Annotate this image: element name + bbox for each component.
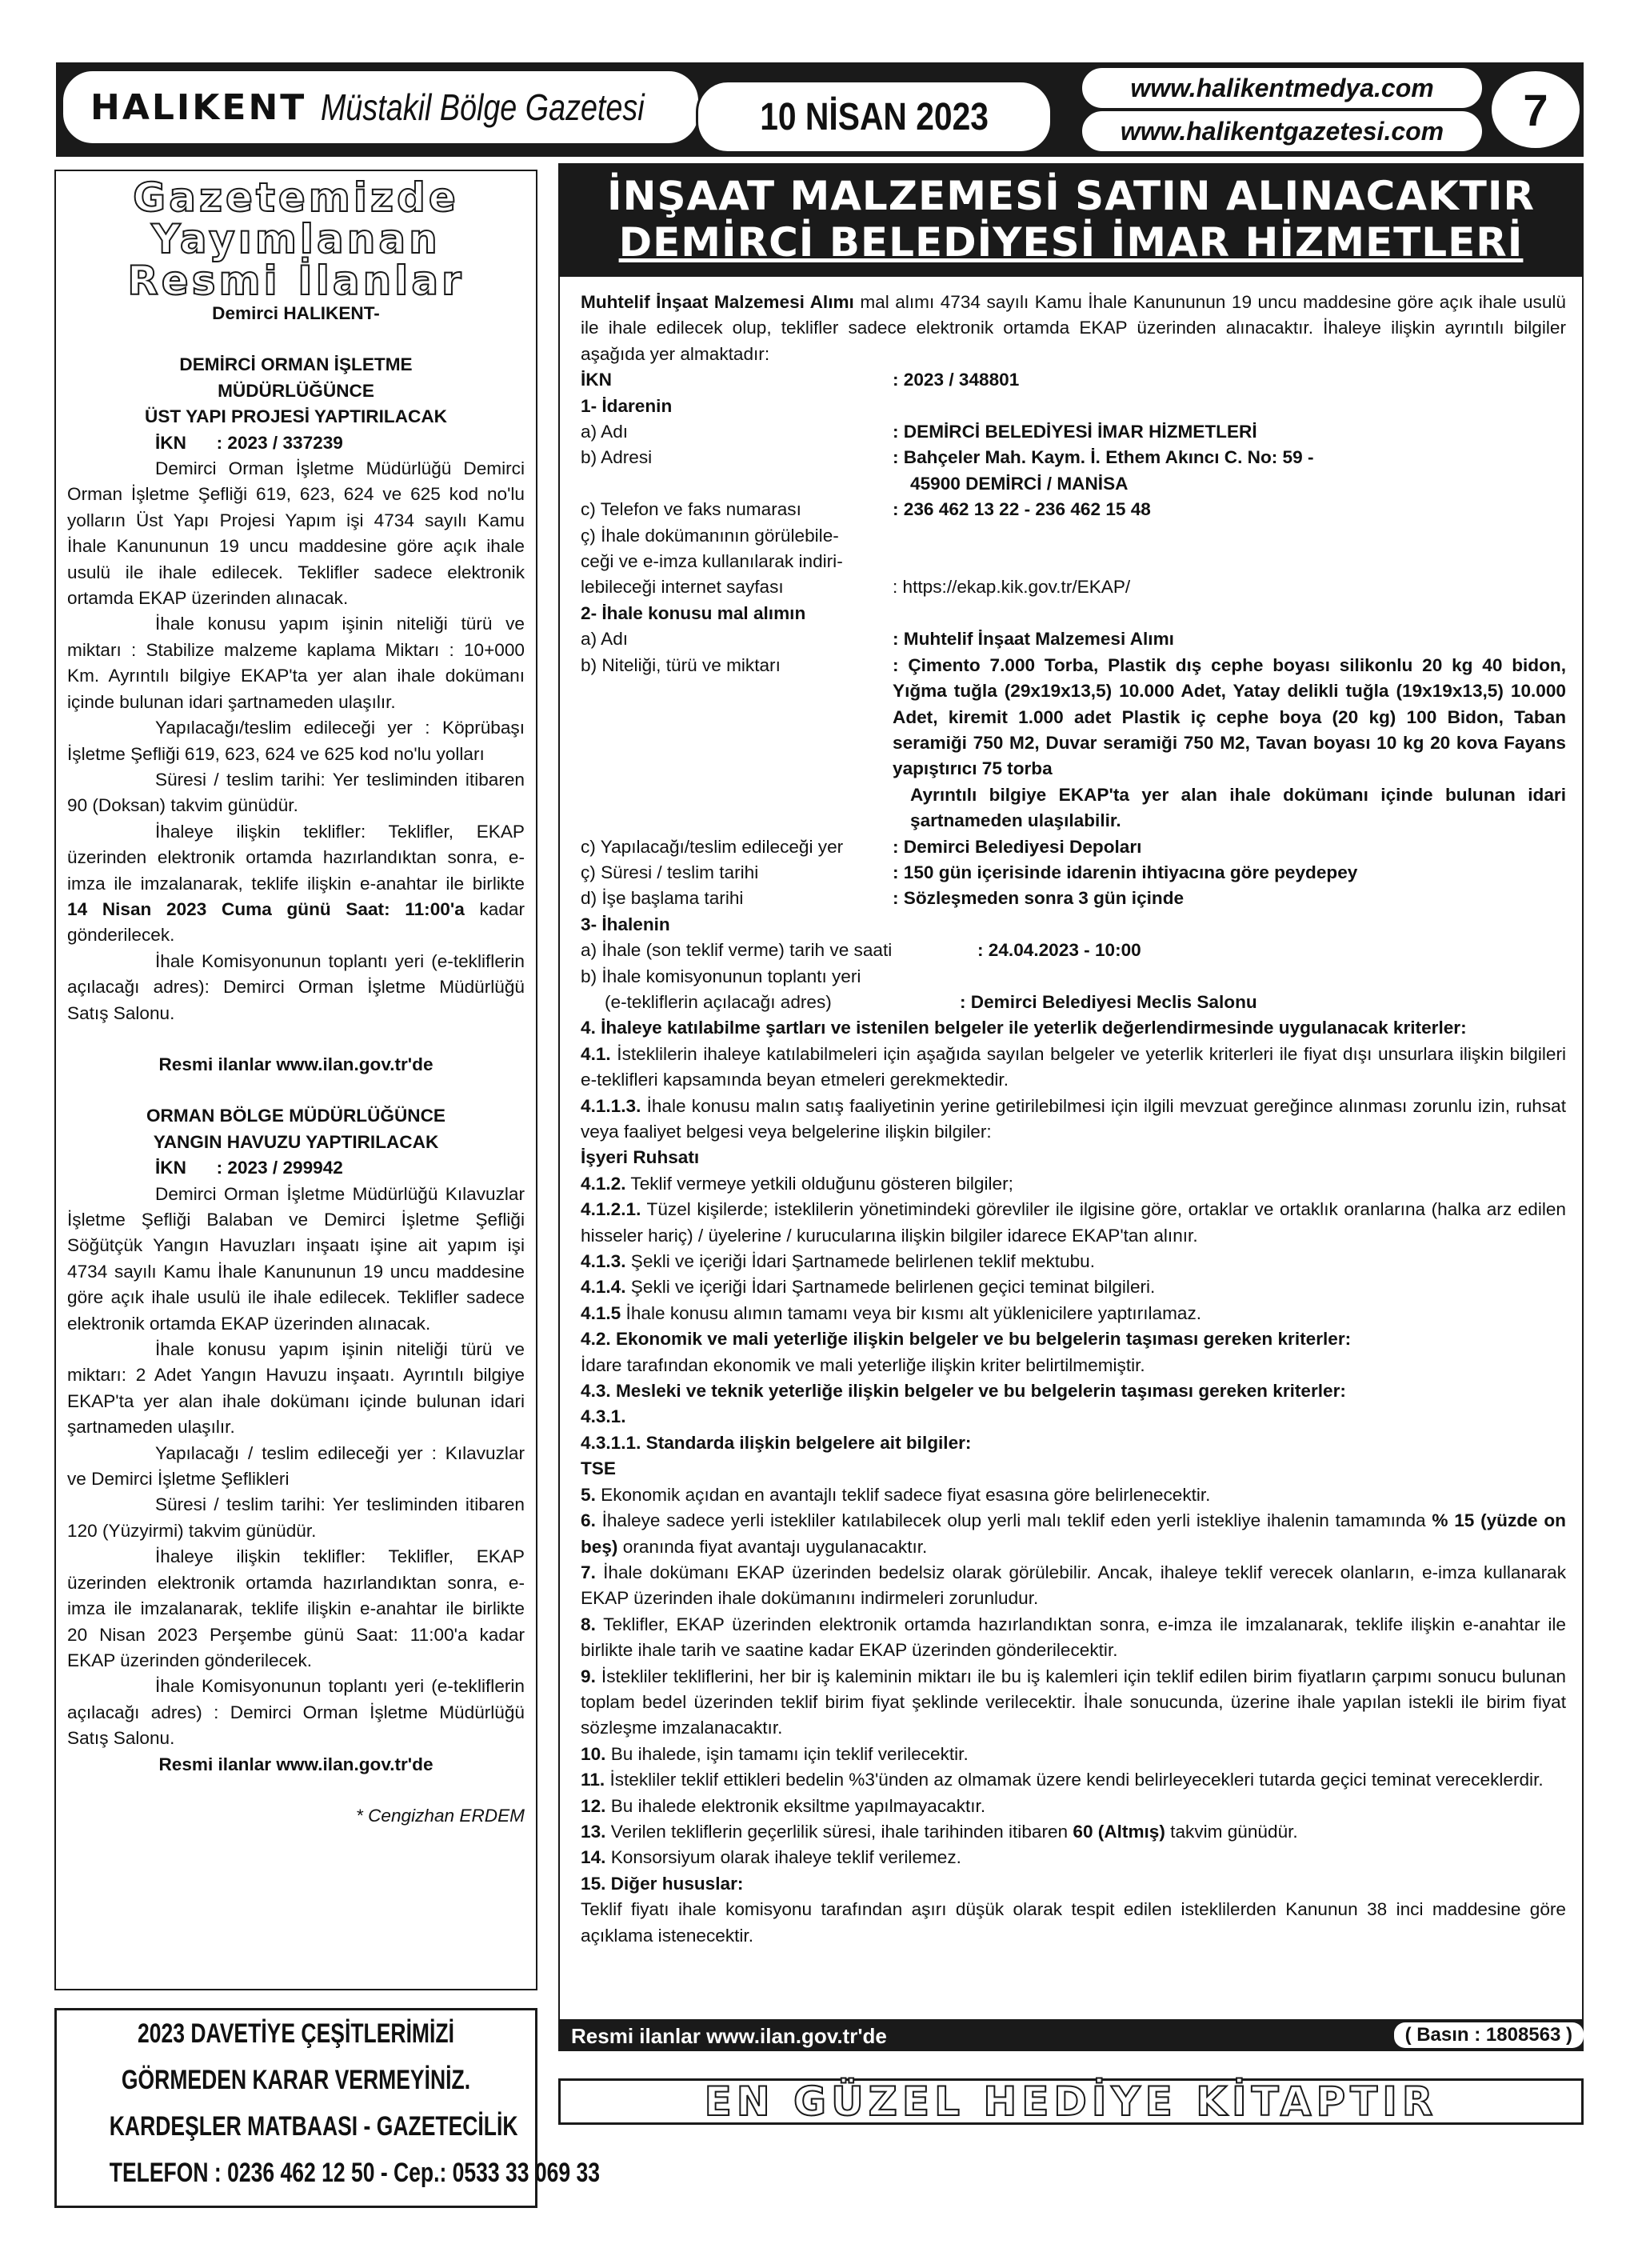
notice-1-heading: ÜST YAPI PROJESİ YAPTIRILACAK — [145, 406, 447, 427]
clause: 12. Bu ihalede elektronik eksiltme yapılmayacaktır. — [581, 1795, 986, 1816]
author-credit: * Cengizhan ERDEM — [356, 1805, 525, 1826]
ad-line-3: KARDEŞLER MATBAASI - GAZETECİLİK — [109, 2111, 518, 2142]
page-number: 7 — [1489, 69, 1582, 150]
notice-source: Demirci HALIKENT- — [212, 303, 380, 323]
notice-2-paragraph: İhaleye ilişkin teklifler: Teklifler, EKAP üzerinden elektronik ortamda hazırlandıktan sonra, e-imza ile imzalanarak, teklife ilişkin e-anahtar ile birlikte 20 Nisan 2023 Perşembe günü Saat: 11:00'a kadar EKAP üzerinden gönderilecek. — [67, 1546, 525, 1670]
masthead — [56, 62, 1584, 157]
notice-1-paragraph: İhaleye ilişkin teklifler: Teklifler, EKAP üzerinden elektronik ortamda hazırlandıktan sonra, e-imza ile imzalanarak, teklife ilişkin e-anahtar ile birlikte 14 Nisan 2023 Cuma günü Saat: 11:00'a kadar gönderilecek. — [67, 821, 525, 946]
tender-text — [581, 290, 1566, 1949]
notice-1-footer: Resmi ilanlar www.ilan.gov.tr'de — [158, 1054, 433, 1074]
ad-line-2: GÖRMEDEN KARAR VERMEYİNİZ. — [121, 2065, 471, 2095]
clause-heading: 4.3.1. — [581, 1406, 626, 1427]
press-code: ( Basın : 1808563 ) — [1394, 2022, 1584, 2048]
clause-heading: 4.3.1.1. Standarda ilişkin belgelere ait bilgiler: — [581, 1432, 972, 1453]
brand-name: HALIKENT — [90, 86, 307, 128]
clause: 4.1.2. Teklif vermeye yetkili olduğunu gösteren bilgiler; — [581, 1173, 1013, 1194]
ikn-row: İKN : 2023 / 348801 — [581, 370, 1020, 390]
newspaper-brand — [61, 69, 701, 146]
start-date-row: d) İşe başlama tarihi : Sözleşmeden sonra 3 gün içinde — [581, 888, 1185, 909]
notice-2-paragraph: Süresi / teslim tarihi: Yer tesliminden itibaren 120 (Yüzyirmi) takvim günüdür. — [67, 1494, 525, 1541]
business-license: İşyeri Ruhsatı — [581, 1147, 700, 1168]
ad-line-1: 2023 DAVETİYE ÇEŞİTLERİMİZİ — [138, 2018, 454, 2049]
clause: 14. Konsorsiyum olarak ihaleye teklif verilemez. — [581, 1847, 961, 1868]
clause: 4.1.2.1. Tüzel kişilerde; isteklilerin yönetimindeki görevliler ile ilgisine göre, ortaklar ve ortaklık oranlarına (halka arz edilen hisseler hariç) / üyelerine / kurucularına ilişkin bilgiler idarece EKAP'tan alınır. — [581, 1199, 1566, 1246]
official-ads-link[interactable]: Resmi ilanlar www.ilan.gov.tr'de — [571, 2024, 887, 2048]
clause: 4.1. İsteklilerin ihaleye katılabilmeleri için aşağıda sayılan belgeler ve yeterlik kriterleri ile fiyat dışı unsurlara ilişkin bilgileri e-teklifleri kapsamında beyan etmeleri gerekmektedir. — [581, 1043, 1566, 1090]
notice-1-paragraph: Süresi / teslim tarihi: Yer tesliminden itibaren 90 (Doksan) takvim günüdür. — [67, 769, 525, 816]
notice-1-heading: DEMİRCİ ORMAN İŞLETME — [179, 354, 413, 375]
clause-heading: 4.3. Mesleki ve teknik yeterliğe ilişkin belgeler ve bu belgelerin taşıması gereken kriterler: — [581, 1381, 1346, 1402]
website-row: lebileceği internet sayfası : https://ekap.kik.gov.tr/EKAP/ — [581, 574, 1566, 600]
tse-label: TSE — [581, 1458, 616, 1479]
clause: 10. Bu ihalede, işin tamamı için teklif verilecektir. — [581, 1743, 969, 1764]
item-detail-note: Ayrıntılı bilgiye EKAP'ta yer alan ihale dokümanı içinde bulunan idari şartnameden ulaşılabilir. — [910, 784, 1566, 831]
section-3-heading: 3- İhalenin — [581, 914, 670, 934]
notice-1-paragraph: İhale konusu yapım işinin niteliği türü ve miktarı : Stabilize malzeme kaplama Miktarı : 10+000 Km. Ayrıntılı bilgiye EKAP'ta yer alan ihale dokümanı içinde bulunan idari şartnameden ulaşılır. — [67, 614, 525, 712]
issue-date: 10 NİSAN 2023 — [696, 80, 1053, 154]
tender-announcement — [558, 277, 1584, 2021]
website-link-2[interactable]: www.halikentgazetesi.com — [1080, 109, 1484, 154]
notice-2-heading: ORMAN BÖLGE MÜDÜRLÜĞÜNCE — [146, 1106, 446, 1126]
clause-heading: 4.2. Ekonomik ve mali yeterliğe ilişkin belgeler ve bu belgelerin taşıması gereken kriterler: — [581, 1329, 1352, 1350]
clause: 13. Verilen tekliflerin geçerlilik süresi, ihale tarihinden itibaren 60 (Altmış) takvim günüdür. — [581, 1821, 1298, 1842]
tender-title: İNŞAAT MALZEMESİ SATIN ALINACAKTIR — [607, 173, 1535, 219]
meeting-place-label: b) İhale komisyonunun toplantı yeri — [581, 966, 861, 986]
ad-line-4: TELEFON : 0236 462 12 50 - Cep.: 0533 33 069 33 — [109, 2158, 601, 2188]
clause: 4.1.4. Şekli ve içeriği İdari Şartnamede belirlenen geçici teminat bilgileri. — [581, 1277, 1156, 1298]
tender-datetime-row: a) İhale (son teklif verme) tarih ve saati : 24.04.2023 - 10:00 — [581, 940, 1141, 961]
admin-name-row: a) Adı : DEMİRCİ BELEDİYESİ İMAR HİZMETLERİ — [581, 422, 1257, 442]
notice-1-heading: MÜDÜRLÜĞÜNCE — [218, 380, 374, 401]
clause: 9. İstekliler tekliflerini, her bir iş kaleminin miktarı ile bu iş kalemleri için teklif edilen birim fiyatların çarpımı sonucu bulunan toplam bedel üzerinden teklif birim fiyat şeklinde verilecektir. İhale sonucunda, üzerine ihale yapılan istekli ile birim fiyat sözleşme imzalanacaktır. — [581, 1666, 1566, 1738]
slogan-text: EN GÜZEL HEDİYE KİTAPTIR — [704, 2078, 1438, 2125]
admin-address-row: b) Adresi : Bahçeler Mah. Kaym. İ. Ethem Akıncı C. No: 59 - — [581, 447, 1314, 468]
clause: Teklif fiyatı ihale komisyonu tarafından aşırı düşük olarak tespit edilen isteklilerden Kanunun 38 inci maddesine göre açıklama istenecektir. — [581, 1899, 1566, 1946]
clause: İdare tarafından ekonomik ve mali yeterliğe ilişkin kriter belirtilmemiştir. — [581, 1354, 1145, 1375]
official-notices-column — [54, 170, 537, 1990]
section-1-heading: 1- İdarenin — [581, 395, 673, 416]
clause: 6. İhaleye sadece yerli istekliler katılabilecek olup yerli malı teklif eden yerli istekliye ihalenin tamamında % 15 (yüzde on beş) oranında fiyat avantajı uygulanacaktır. — [581, 1510, 1566, 1557]
meeting-place-row: (e-tekliflerin açılacağı adres) : Demirci Belediyesi Meclis Salonu — [605, 991, 1257, 1012]
clause: 8. Teklifler, EKAP üzerinden elektronik ortamda hazırlandıktan sonra, e-imza ile imzalanarak, teklife ilişkin e-anahtar ile birlikte ihale tarih ve saatine kadar EKAP üzerinden gönderilecektir. — [581, 1614, 1566, 1661]
notice-2-footer: Resmi ilanlar www.ilan.gov.tr'de — [158, 1754, 433, 1774]
website-label: ceği ve e-imza kullanılarak indiri- — [581, 551, 843, 572]
tender-intro: Muhtelif İnşaat Malzemesi Alımı mal alımı 4734 sayılı Kamu İhale Kanununun 19 uncu maddesine göre açık ihale usulü ile ihale edilecek olup, teklifler sadece elektronik ortamda EKAP üzerinden alınacaktır. İhaleye ilişkin ayrıntılı bilgiler aşağıda yer almaktadır: — [581, 292, 1566, 364]
delivery-place-row: c) Yapılacağı/teslim edileceği yer : Demirci Belediyesi Depoları — [581, 836, 1142, 857]
phone-row: c) Telefon ve faks numarası : 236 462 13 22 - 236 462 15 48 — [581, 499, 1151, 520]
tender-title-bar — [558, 163, 1584, 277]
notice-1-paragraph: Demirci Orman İşletme Müdürlüğü Demirci Orman İşletme Şefliği 619, 623, 624 ve 625 kod no'lu yolların Üst Yapı Projesi Yapım işi 4734 sayılı Kamu İhale Kanununun 19 uncu maddesine göre açık ihale usulü ile ihale edilecek. Teklifler sadece elektronik ortamda EKAP üzerinden alınacak. — [67, 458, 525, 609]
brand-subtitle: Müstakil Bölge Gazetesi — [321, 86, 645, 128]
slogan-banner — [558, 2078, 1584, 2125]
tender-footer-bar — [558, 2021, 1584, 2051]
notice-1-paragraph: İhale Komisyonunun toplantı yeri (e-tekliflerin açılacağı adres): Demirci Orman İşletme Müdürlüğü Satış Salonu. — [67, 950, 525, 1023]
ekap-link[interactable]: : https://ekap.kik.gov.tr/EKAP/ — [893, 577, 1131, 598]
column-title-line-2: Yayımlanan — [151, 216, 441, 262]
clause: 7. İhale dokümanı EKAP üzerinden bedelsiz olarak görülebilir. Ancak, ihaleye teklif verecek olanların, e-imza kullanarak EKAP üzerinden ihale dokümanını indirmeleri zorunludur. — [581, 1562, 1566, 1609]
column-title-line-3: Resmi İlanlar — [127, 258, 465, 304]
clause: 5. Ekonomik açıdan en avantajlı teklif sadece fiyat esasına göre belirlenecektir. — [581, 1484, 1211, 1505]
section-4-heading: 4. İhaleye katılabilme şartları ve istenilen belgeler ile yeterlik değerlendirmesinde uygulanacak kriterler: — [581, 1018, 1467, 1038]
notice-2-heading: YANGIN HAVUZU YAPTIRILACAK — [153, 1131, 439, 1152]
item-name-row: a) Adı : Muhtelif İnşaat Malzemesi Alımı — [581, 629, 1174, 650]
section-2-heading: 2- İhale konusu mal alımın — [581, 602, 806, 623]
clause-heading: 15. Diğer hususlar: — [581, 1873, 744, 1894]
notices-text — [56, 301, 536, 1829]
notice-2-paragraph: İhale Komisyonunun toplantı yeri (e-tekliflerin açılacağı adres) : Demirci Orman İşletme Müdürlüğü Satış Salonu. — [67, 1676, 525, 1749]
admin-address-line-2: 45900 DEMİRCİ / MANİSA — [910, 473, 1129, 494]
website-link-1[interactable]: www.halikentmedya.com — [1080, 66, 1484, 110]
notice-2-paragraph: İhale konusu yapım işinin niteliği türü ve miktarı: 2 Adet Yangın Havuzu inşaatı. Ayrıntılı bilgiye EKAP'ta yer alan ihale dokümanı içinde bulunan idari şartnameden ulaşılır. — [67, 1339, 525, 1438]
item-quantity-row: b) Niteliği, türü ve miktarı : Çimento 7.000 Torba, Plastik dış cephe boyası silikonlu 20 kg 40 bidon, Yığma tuğla (29x19x13,5) 10.000 Adet, Yatay delikli tuğla (19x19x13,5) 10.000 Adet, kiremit 1.000 adet Plastik iç cephe boya (20 kg) 100 Bidon, Taban seramiği 750 M2, Duvar seramiği 750 M2, Tavan boyası 10 kg 20 kova Fayans yapıştırıcı 75 torba — [581, 654, 1566, 779]
notice-2-paragraph: Yapılacağı / teslim edileceği yer : Kılavuzlar ve Demirci İşletme Şeflikleri — [67, 1442, 525, 1490]
notice-1-paragraph: Yapılacağı/teslim edileceği yer : Köprübaşı İşletme Şefliği 619, 623, 624 ve 625 kod no'lu yolları — [67, 718, 525, 764]
website-label: ç) İhale dokümanının görülebile- — [581, 525, 839, 546]
clause: 4.1.5 İhale konusu alımın tamamı veya bir kısmı alt yüklenicilere yaptırılamaz. — [581, 1302, 1202, 1323]
clause: 4.1.1.3. İhale konusu malın satış faaliyetinin yerine getirilebilmesi için ilgili mevzuat gereğince alınması zorunlu izin, ruhsat veya faaliyet belgesi veya belgelerine ilişkin bilgiler: — [581, 1095, 1566, 1142]
notice-2-ikn: İKN : 2023 / 299942 — [155, 1158, 343, 1178]
notice-2-paragraph: Demirci Orman İşletme Müdürlüğü Kılavuzlar İşletme Şefliği Balaban ve Demirci İşletme Şefliği Söğütçük Yangın Havuzları inşaatı işine ait yapım işi 4734 sayılı Kamu İhale Kanununun 19 uncu maddesine göre açık ihale usulü ile ihale edilecek. Teklifler sadece elektronik ortamda EKAP üzerinden alınacak. — [67, 1183, 525, 1334]
clause: 11. İstekliler teklif ettikleri bedelin %3'ünden az olmamak üzere kendi belirleyecekleri tutarda geçici teminat vereceklerdir. — [581, 1770, 1544, 1790]
duration-row: ç) Süresi / teslim tarihi : 150 gün içerisinde idarenin ihtiyacına göre peydepey — [581, 862, 1358, 882]
tender-authority: DEMİRCİ BELEDİYESİ İMAR HİZMETLERİ — [618, 219, 1524, 266]
printing-house-ad — [54, 2008, 601, 2208]
clause: 4.1.3. Şekli ve içeriği İdari Şartnamede belirlenen teklif mektubu. — [581, 1251, 1095, 1272]
column-title-line-1: Gazetemizde — [133, 174, 459, 221]
notice-1-ikn: İKN : 2023 / 337239 — [155, 432, 343, 453]
